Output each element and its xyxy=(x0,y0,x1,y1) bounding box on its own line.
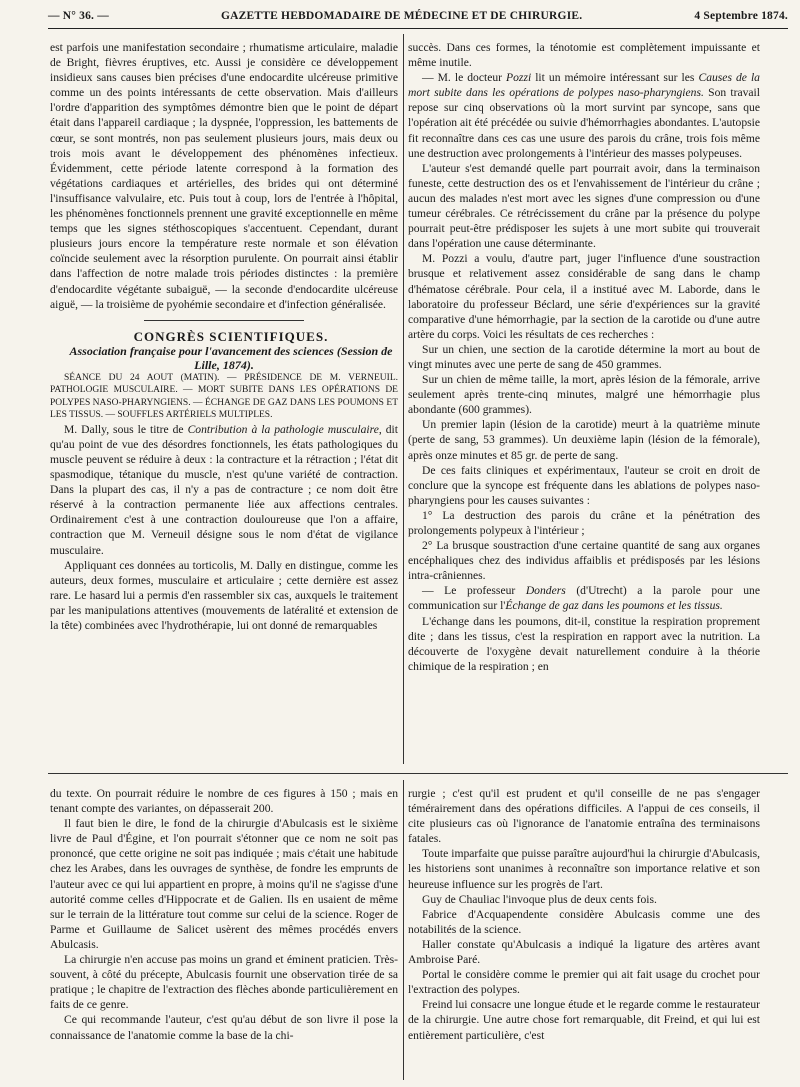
column-divider-bottom xyxy=(403,780,404,1080)
paragraph xyxy=(408,70,760,161)
paragraph: M. Pozzi a voulu, d'autre part, juger l'influence d'une soustraction brusque et relativement assez considérable de sang dans le champ d'hématose cérébrale. Pour cela, il a institué avec M. Laborde, dans le laboratoire du professeur Béclard, une série d'expériences sur la gravité comparative d'une hémorrhagie, par la section de la carotide ou d'une autre artère du corps. Voici les résultats de ces recherches : xyxy=(408,252,760,341)
paragraph: De ces faits cliniques et expérimentaux, l'auteur se croit en droit de conclure que la syncope est fréquente dans les ablations de polypes naso-pharyngiens pour les causes suivantes : xyxy=(408,463,760,507)
work-title: Causes de la mort subite dans les opérations de polypes naso-pharyngiens. xyxy=(408,71,760,100)
paragraph: Haller constate qu'Abulcasis a indiqué la ligature des artères avant Ambroise Paré. xyxy=(408,937,760,967)
paragraph: L'auteur s'est demandé quelle part pourrait avoir, dans la terminaison funeste, cette destruction des os et l'envahissement de l'intérieur du crâne ; aucun des malades n'est mort avec les signes d'une compression ou d'une tumeur cérébrales. Ce rétrécissement du crâne par la présence du polype pourrait peut-être prédisposer les sujets à une mort subite qui trouverait dans l'opération une cause déterminante. xyxy=(408,161,760,251)
paragraph: du texte. On pourrait réduire le nombre de ces figures à 150 ; mais en tenant compte des variantes, on dépasserait 200. xyxy=(50,787,398,816)
issue-number: — N° 36. — xyxy=(48,10,109,22)
text-run: Son travail repose sur cinq observations où la mort survint par syncope, sans que l'opération ait été précédée ou suivie d'hémorrhagies abondantes. L'autopsie fit reconnaître dans ces cas une usure des parois du crâne, trois fois même une destruction avec prolongements à l'intérieur des masses polypeuses. xyxy=(408,86,760,160)
column-top-left xyxy=(50,40,398,752)
paragraph: 1° La destruction des parois du crâne et la pénétration des prolongements polypeux à l'intérieur ; xyxy=(408,508,760,537)
paragraph: Sur un chien, une section de la carotide détermine la mort au bout de vingt minutes avec une perte de sang de 450 grammes. xyxy=(408,342,760,371)
text-run: , sous le titre de xyxy=(106,422,188,436)
text-run: , dit qu'au point de vue des désordres fonctionnels, les états pathologiques du muscle peuvent se réduire à deux : la contracture et la rétraction ; l'état dit spasmodique, tétanique du muscle, n'est qu'une variété de contraction. Dans la plupart des cas, il n'y a pas de contracture ; ce nom doit être réservé à la contraction permanente liée aux affections centrales. Ordinairement c'est à une contraction douloureuse que l'on a affaire, contraction que M. Verneuil désigne sous le nom d'état de vigilance musculaire. xyxy=(50,422,398,557)
paragraph: Guy de Chauliac l'invoque plus de deux cents fois. xyxy=(422,892,657,906)
paragraph: Portal le considère comme le premier qui ait fait usage du crochet pour l'extraction des polypes. xyxy=(408,968,760,997)
text-run: — M. le docteur xyxy=(422,71,507,85)
column-bottom-left xyxy=(50,786,398,1086)
journal-title: GAZETTE HEBDOMADAIRE DE MÉDECINE ET DE CHIRURGIE. xyxy=(220,10,583,22)
paragraph: est parfois une manifestation secondaire ; rhumatisme articulaire, maladie de Bright, fièvres éruptives, etc. Aussi je considère ce développement insidieux sans causes bien précises d'une endocardite ulcéreuse primitive comme un des points intéressants de cette observation. Mais d'ailleurs l'ordre d'apparition des symptômes démontre bien que le point de départ était dans l'appareil cardiaque ; la dyspnée, l'oppression, les battements de cœur, se sont montrés, non pas seulement plusieurs jours, mais deux ou trois mois avant le développement des phénomènes infectieux. Évidemment, cette période latente correspond à la formation des végétations cardiaques et artérielles, des brides qui ont déterminé l'insuffisance valvulaire, etc. Puis tout à coup, lors de l'entrée à l'hôpital, les phénomènes fonctionnels prennent une gravité exceptionnelle en même temps que les signes stéthoscopiques s'accentuent. Cependant, durant plusieurs jours encore la température reste normale et son élévation coïncide seulement avec la résorption purulente. On pourrait ainsi établir dans l'affection de notre malade trois périodes distinctes : la première d'endocardite végétante subaiguë, — la seconde d'endocardite ulcéreuse aiguë, — la troisième de pyohémie secondaire et d'infection généralisée. xyxy=(50,41,398,311)
work-title: Échange de gaz dans les poumons et les tissus. xyxy=(505,599,723,613)
column-divider-top xyxy=(403,34,404,764)
section-divider xyxy=(48,773,788,774)
work-title: Contribution à la pathologie musculaire xyxy=(187,422,379,436)
text-run: lit un mémoire intéressant sur les xyxy=(531,71,699,85)
paragraph: Freind lui consacre une longue étude et le regarde comme le restaurateur de la chirurgie. Une autre chose fort remarquable, dit Freind, et qui lui est entièrement particulière, c'est xyxy=(408,998,760,1042)
page-header xyxy=(48,6,788,26)
paragraph: Fabrice d'Acquapendente considère Abulcasis comme une des notabilités de la science. xyxy=(408,907,760,936)
paragraph: 2° La brusque soustraction d'une certaine quantité de sang aux organes encéphaliques chez des individus affaiblis et prédisposés par les lésions intra-crâniennes. xyxy=(408,539,760,583)
paragraph xyxy=(408,583,760,613)
speaker-name: M. Dally xyxy=(64,422,107,436)
speaker-name: Pozzi xyxy=(506,71,532,85)
paragraph xyxy=(50,422,398,558)
session-summary: SÉANCE DU 24 AOUT (MATIN). — PRÉSIDENCE DE M. VERNEUIL. PATHOLOGIE MUSCULAIRE. — MORT SUBITE DANS LES OPÉRATIONS DE POLYPES NASO-PHARYNGIENS. — ÉCHANGE DE GAZ DANS LES POUMONS ET LES TISSUS. — SOUFFLES ARTÉRIELS MULTIPLES. xyxy=(50,372,398,421)
header-rule xyxy=(48,28,788,29)
paragraph: Il faut bien le dire, le fond de la chirurgie d'Abulcasis est le sixième livre de Paul d'Égine, et l'on pourrait s'étonner que ce nom ne soit pas prononcé, que cette origine ne soit pas indiquée ; mais c'était une habitude chez les Arabes, dans les ouvrages de synthèse, de fondre les emprunts de l'auteur avec ce qui lui appartient en propre, à moins qu'il ne s'agisse d'une autorité comme celles d'Hippocrate et de Galien. Ils en usaient de même sur le terrain de la littérature tout comme sur celui de la science. Roger de Parme et Guillaume de Salicet usèrent des mêmes procédés envers Abulcasis. xyxy=(50,817,398,951)
paragraph: L'échange dans les poumons, dit-il, constitue la respiration proprement dite ; dans les tissus, c'est la respiration en rapport avec la nutrition. La découverte de l'oxygène devait naturellement conduire à la théorie chimique de la respiration ; en xyxy=(408,614,760,673)
association-title: Association française pour l'avancement des sciences (Session de Lille, 1874). xyxy=(69,343,393,372)
text-run: (d'Utrecht) a la parole pour une communication sur l' xyxy=(408,584,760,613)
paragraph: Appliquant ces données au torticolis, M. Dally en distingue, comme les auteurs, deux formes, musculaire et articulaire ; cette dernière est assez rare. Le hasard lui a permis d'en rassembler six cas, auxquels le traitement par les manipulations attentives (mouvements de latéralité et extension de la tête) combinées avec l'hydrothérapie, lui ont donné de remarquables xyxy=(50,558,398,632)
speaker-name: Donders xyxy=(525,584,566,598)
paragraph: Un premier lapin (lésion de la carotide) meurt à la quatrième minute (perte de sang, 53 grammes). Un deuxième lapin (lésion de la fémorale), après onze minutes et 85 gr. de perte de sang. xyxy=(408,418,760,462)
short-rule xyxy=(144,320,304,321)
column-top-right xyxy=(408,40,760,752)
paragraph: Toute imparfaite que puisse paraître aujourd'hui la chirurgie d'Abulcasis, les historiens sont unanimes à reconnaître son importance relative et son heureuse influence sur les progrès de l'art. xyxy=(408,847,760,891)
issue-date: 4 Septembre 1874. xyxy=(694,10,788,22)
paragraph: La chirurgie n'en accuse pas moins un grand et éminent praticien. Très-souvent, à côté du précepte, Abulcasis fournit une observation tirée de sa pratique ; le chapitre de l'extraction des flèches abonde particulièrement en faits de ce genre. xyxy=(50,953,398,1012)
paragraph: Ce qui recommande l'auteur, c'est qu'au début de son livre il pose la connaissance de l'anatomie comme la base de la chi- xyxy=(50,1013,398,1042)
section-title: CONGRÈS SCIENTIFIQUES. xyxy=(133,328,329,344)
paragraph: Sur un chien de même taille, la mort, après lésion de la fémorale, arrive seulement après trente-cinq minutes, malgré une hémorrhagie plus abondante (600 grammes). xyxy=(408,373,760,417)
paragraph: rurgie ; c'est qu'il est prudent et qu'il conseille de ne pas s'engager témérairement dans des opérations difficiles. A l'appui de ces conseils, il cite plusieurs cas où l'ignorance de l'anatomie entraîna des terminaisons fatales. xyxy=(408,787,760,846)
text-run: — Le professeur xyxy=(422,584,526,598)
column-bottom-right xyxy=(408,786,760,1086)
paragraph: succès. Dans ces formes, la ténotomie est complètement impuissante et même inutile. xyxy=(408,41,760,70)
